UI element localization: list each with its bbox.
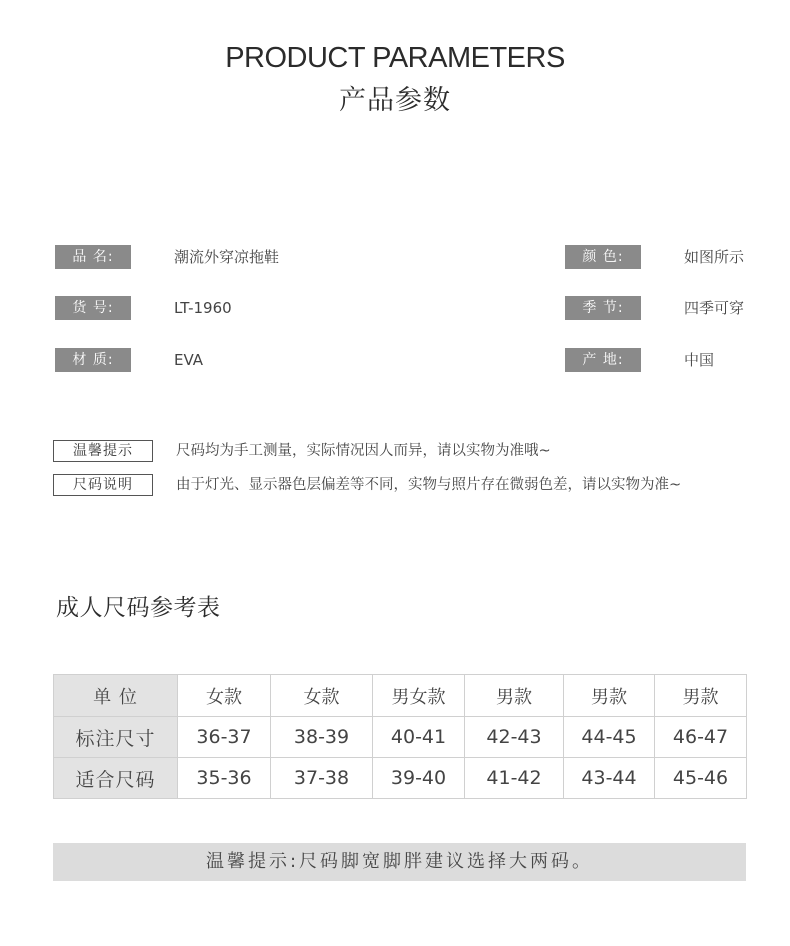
table-cell: 适合尺码 xyxy=(54,758,178,799)
table-cell: 女款 xyxy=(178,675,271,717)
table-cell: 46-47 xyxy=(655,717,747,758)
footer-tip-bar: 温馨提示:尺码脚宽脚胖建议选择大两码。 xyxy=(53,843,746,881)
param-label-item-number: 货 号: xyxy=(55,296,131,320)
table-cell: 38-39 xyxy=(271,717,373,758)
page-title-zh: 产品参数 xyxy=(339,85,451,116)
table-row xyxy=(54,758,747,799)
table-cell: 43-44 xyxy=(564,758,655,799)
param-value-name: 潮流外穿凉拖鞋 xyxy=(174,248,280,266)
param-value-origin: 中国 xyxy=(684,351,715,369)
tip-label-size-note: 尺码说明 xyxy=(53,474,153,496)
param-label-season: 季 节: xyxy=(565,296,641,320)
table-row xyxy=(54,675,747,717)
table-cell: 单 位 xyxy=(54,675,178,717)
tip-text-size-note: 由于灯光、显示器色层偏差等不同，实物与照片存在微弱色差，请以实物为准~ xyxy=(176,477,682,493)
table-cell: 36-37 xyxy=(178,717,271,758)
param-value-color: 如图所示 xyxy=(684,248,745,266)
table-cell: 女款 xyxy=(271,675,373,717)
table-cell: 男款 xyxy=(655,675,747,717)
param-value-season: 四季可穿 xyxy=(684,299,745,317)
param-label-color: 颜 色: xyxy=(565,245,641,269)
size-chart-title: 成人尺码参考表 xyxy=(56,595,221,621)
table-cell: 39-40 xyxy=(373,758,465,799)
param-label-origin: 产 地: xyxy=(565,348,641,372)
param-value-item-number: LT-1960 xyxy=(174,299,232,317)
param-label-material: 材 质: xyxy=(55,348,131,372)
param-value-material: EVA xyxy=(174,351,204,369)
tip-label-warm-reminder: 温馨提示 xyxy=(53,440,153,462)
table-row xyxy=(54,717,747,758)
table-cell: 男女款 xyxy=(373,675,465,717)
table-cell: 40-41 xyxy=(373,717,465,758)
table-cell: 41-42 xyxy=(465,758,564,799)
size-chart-table xyxy=(53,674,747,799)
table-cell: 44-45 xyxy=(564,717,655,758)
table-cell: 标注尺寸 xyxy=(54,717,178,758)
table-cell: 42-43 xyxy=(465,717,564,758)
page-title-en: PRODUCT PARAMETERS xyxy=(225,42,565,74)
table-cell: 男款 xyxy=(465,675,564,717)
table-cell: 35-36 xyxy=(178,758,271,799)
table-cell: 45-46 xyxy=(655,758,747,799)
tip-text-warm-reminder: 尺码均为手工测量，实际情况因人而异，请以实物为准哦~ xyxy=(176,443,551,459)
table-cell: 男款 xyxy=(564,675,655,717)
param-label-name: 品 名: xyxy=(55,245,131,269)
table-cell: 37-38 xyxy=(271,758,373,799)
